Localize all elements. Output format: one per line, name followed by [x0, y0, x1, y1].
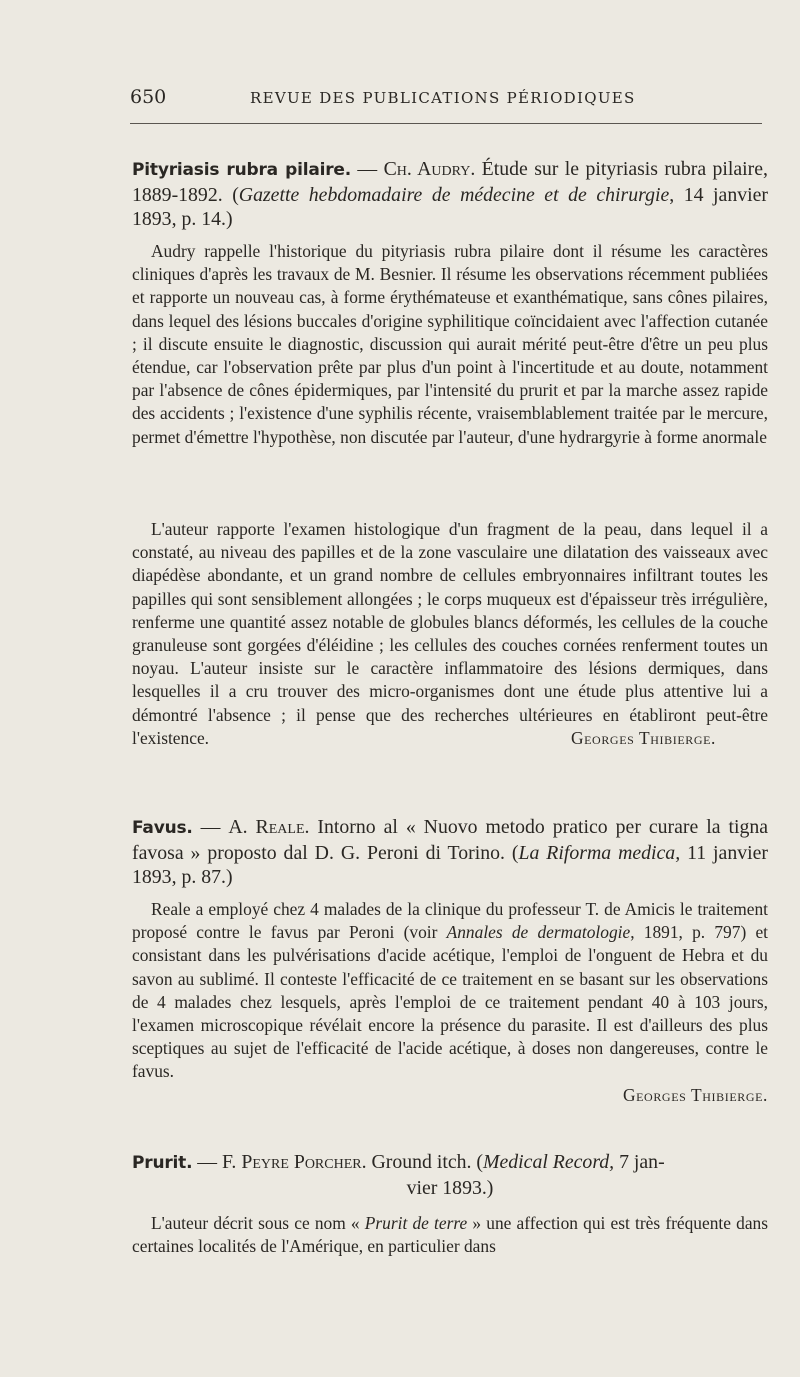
entry-heading-prurit — [132, 1150, 768, 1200]
entry-paragraph-text: L'auteur rapporte l'examen histologique d'un fragment de la peau, dans lequel il a constaté, au niveau des papilles et de la zone vasculaire une dilatation des vaisseaux avec diapédèse abondante, et un grand nombre de cellules embryonnaires infiltrant toutes les papilles qui sont sensiblement allongées ; le corps muqueux est d'épaisseur très irrégulière, renferme une quantité assez notable de globules blancs déformés, les cellules de la couche granuleuse sont gorgées d'éléidine ; les cellules des couches cornées renferment toutes un noyau. L'auteur insiste sur le caractère inflammatoire des lésions dermiques, dans lesquelles il a cru trouver des micro-organismes dont une étude plus attentive lui a démontré l'absence ; il pense que des recherches ultérieures en établiront peut-être l'existence. — [132, 519, 768, 748]
signature: Georges Thibierge. — [570, 727, 716, 748]
entry-topic: Pityriasis rubra pilaire. — [132, 160, 351, 180]
entry-author: A. Reale — [228, 816, 305, 838]
entry-paragraph: Audry rappelle l'historique du pityriasis rubra pilaire dont il résume les caractères cliniques d'après les travaux de M. Besnier. Il résume les observations récemment publiées et rapporte un nouveau cas, à forme érythémateuse et exanthématique, sans cônes pilaires, dans lequel des lésions buccales d'origine syphilitique coïncidaient avec l'affection cutanée ; il discute ensuite le diagnostic, discussion qui aurait mérité peut-être d'être un peu plus étendue, car l'observation prête par plus d'un point à l'incertitude et au doute, notamment par l'absence de cônes épidermiques, par l'intensité du prurit et par la marche assez rapide des accidents ; l'existence d'une syphilis récente, vraisemblablement traitée par le mercure, permet d'émettre l'hypothèse, non discutée par l'auteur, d'une hydrargyrie à forme anormale — [132, 241, 768, 447]
entry-dash: — — [192, 816, 229, 838]
entry-title: . Intorno al « Nuovo metodo pratico per curare la tigna favosa » proposto dal D. G. Peroni di Torino. ( — [132, 816, 769, 864]
entry-author: Ch. Audry — [383, 158, 471, 180]
entry-reference-continued: vier 1893.) — [406, 1176, 494, 1199]
entry-dash: — — [192, 1151, 223, 1173]
entry-paragraph-text: » une affection qui est très fréquente dans certaines localités de l'Amérique, en particulier dans — [132, 1213, 769, 1257]
entry-title: . Étude sur le pityriasis rubra pilaire, 1889-1892. ( — [132, 158, 768, 206]
entry-paragraph-text: L'auteur décrit sous ce nom « — [151, 1213, 365, 1233]
entry-paragraph — [132, 1212, 768, 1258]
signature: Georges Thibierge. — [622, 1084, 768, 1105]
entry-author: F. Peyre Porcher — [222, 1151, 362, 1173]
entry-journal: Medical Record, — [483, 1151, 615, 1173]
entry-journal: La Riforma medica, — [518, 841, 681, 864]
entry-topic: Prurit. — [132, 1153, 193, 1173]
entry-heading-pityriasis — [132, 157, 768, 232]
header-rule — [130, 123, 762, 124]
entry-paragraph — [132, 518, 768, 750]
entry-topic: Favus. — [132, 818, 193, 838]
entry-reference: 7 jan- — [614, 1151, 665, 1173]
entry-title: . Ground itch. ( — [361, 1151, 484, 1173]
page-number: 650 — [130, 86, 167, 108]
entry-reference: , 14 janvier 1893, p. 14.) — [132, 183, 768, 230]
quoted-term: Prurit de terre — [364, 1213, 468, 1233]
entry-heading-favus — [132, 815, 768, 890]
entry-paragraph — [132, 898, 768, 1107]
page-header — [130, 86, 770, 112]
running-title: REVUE DES PUBLICATIONS PÉRIODIQUES — [250, 89, 636, 107]
entry-journal: Gazette hebdomadaire de médecine et de chirurgie — [238, 183, 670, 206]
entry-paragraph-text: Reale a employé chez 4 malades de la clinique du professeur T. de Amicis le traitement proposé contre le favus par Peroni (voir — [132, 899, 768, 943]
entry-reference: 11 janvier 1893, p. 87.) — [132, 841, 768, 888]
cited-journal: Annales de dermatologie — [446, 922, 631, 943]
entry-dash: — — [351, 158, 384, 180]
entry-paragraph-text: , 1891, p. 797) et consistant dans les pulvérisations d'acide acétique, l'emploi de l'onguent de Hebra et du savon au sublimé. Il conteste l'efficacité de ce traitement en se basant sur les observations de 4 malades chez lesquels, après l'emploi de ce traitement pendant 40 à 103 jours, l'examen microscopique révélait encore la présence du parasite. Il est d'ailleurs des plus sceptiques au sujet de l'efficacité de l'acide acétique, à doses non dangereuses, contre le favus. — [132, 922, 769, 1082]
